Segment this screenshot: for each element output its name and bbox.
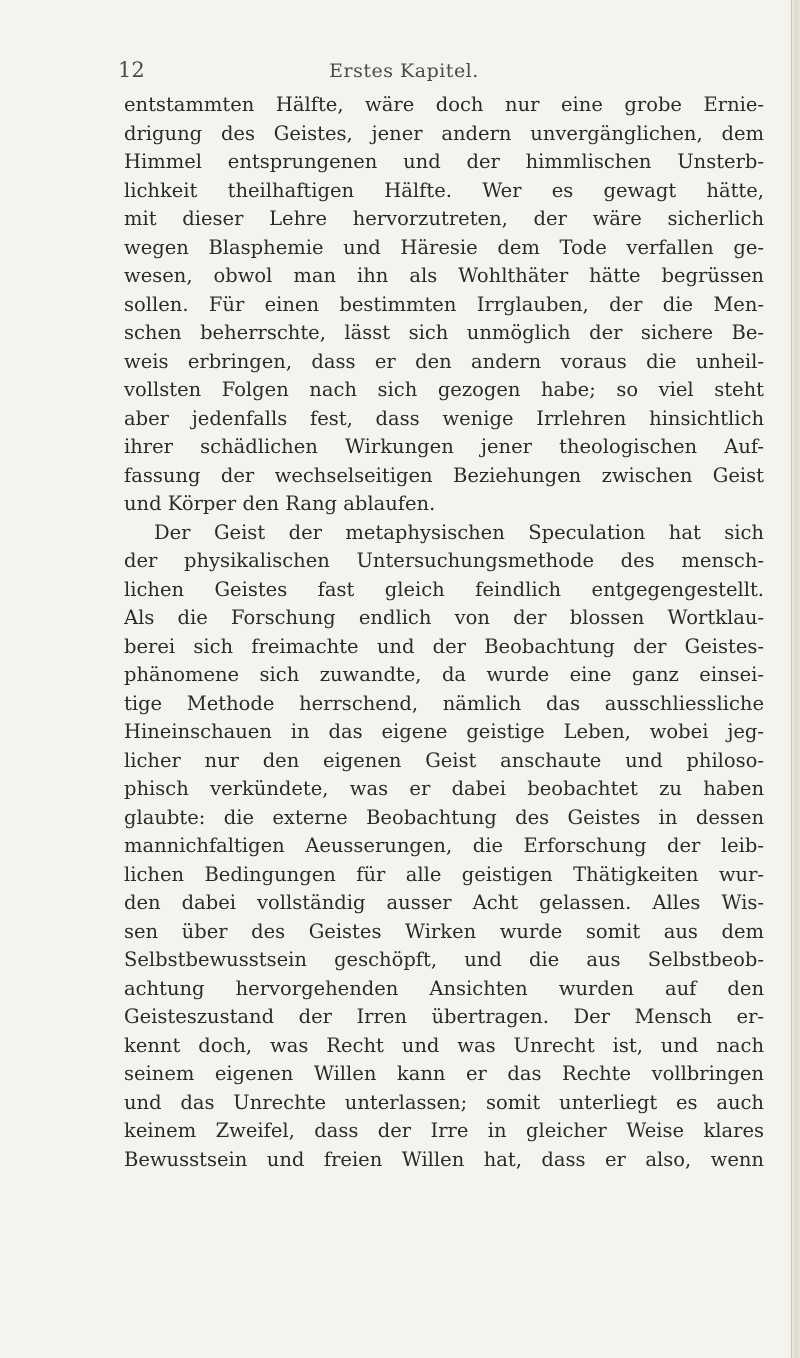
page-edge-shadow — [790, 0, 800, 1358]
text-line: keinem Zweifel, dass der Irre in gleicher Weise klares — [124, 1119, 764, 1142]
text-line: seinem eigenen Willen kann er das Rechte vollbringen — [124, 1062, 764, 1085]
text-line: phisch verkündete, was er dabei beobachtet zu haben — [124, 777, 764, 800]
text-line: ihrer schädlichen Wirkungen jener theologischen Auf- — [124, 435, 764, 458]
page-header — [110, 58, 698, 90]
text-line: Hineinschauen in das eigene geistige Leben, wobei jeg- — [124, 720, 764, 743]
text-line: tige Methode herrschend, nämlich das ausschliessliche — [124, 691, 764, 715]
text-line: mit dieser Lehre hervorzutreten, der wäre sicherlich — [124, 207, 764, 230]
page-number: 12 — [118, 58, 145, 82]
text-line: drigung des Geistes, jener andern unvergänglichen, dem — [124, 121, 764, 145]
text-line: entstammten Hälfte, wäre doch nur eine grobe Ernie- — [124, 93, 764, 116]
text-line: wegen Blasphemie und Häresie dem Tode verfallen ge- — [124, 235, 764, 259]
text-line: mannichfaltigen Aeusserungen, die Erforschung der leib- — [124, 834, 764, 857]
text-line: Himmel entsprungenen und der himmlischen Unsterb- — [124, 150, 764, 173]
text-line: glaubte: die externe Beobachtung des Geistes in dessen — [124, 805, 764, 829]
text-line: schen beherrschte, lässt sich unmöglich der sichere Be- — [124, 321, 764, 344]
text-line: kennt doch, was Recht und was Unrecht ist, und nach — [124, 1033, 764, 1057]
text-line: wesen, obwol man ihn als Wohlthäter hätte begrüssen — [124, 264, 764, 287]
text-line: lichen Geistes fast gleich feindlich entgegengestellt. — [124, 577, 764, 601]
text-line: Als die Forschung endlich von der blossen Wortklau- — [124, 606, 764, 629]
text-line: licher nur den eigenen Geist anschaute und philoso- — [124, 748, 764, 772]
text-line: lichkeit theilhaftigen Hälfte. Wer es gewagt hätte, — [124, 178, 764, 202]
text-line: lichen Bedingungen für alle geistigen Thätigkeiten wur- — [124, 862, 764, 886]
running-title: Erstes Kapitel. — [329, 60, 479, 82]
text-line: der physikalischen Untersuchungsmethode des mensch- — [124, 549, 764, 572]
text-line: den dabei vollständig ausser Acht gelassen. Alles Wis- — [124, 891, 764, 914]
text-line: Geisteszustand der Irren übertragen. Der Mensch er- — [124, 1005, 764, 1028]
text-line: achtung hervorgehenden Ansichten wurden auf den — [124, 976, 764, 1000]
text-line: und Körper den Rang ablaufen. — [124, 492, 436, 515]
text-line: sollen. Für einen bestimmten Irrglauben, der die Men- — [124, 292, 764, 316]
text-line: Selbstbewusstsein geschöpft, und die aus Selbstbeob- — [124, 948, 764, 971]
body-text — [124, 91, 764, 1174]
text-line: phänomene sich zuwandte, da wurde eine ganz einsei- — [124, 663, 764, 686]
text-line: vollsten Folgen nach sich gezogen habe; so viel steht — [124, 378, 764, 401]
text-line: und das Unrechte unterlassen; somit unterliegt es auch — [124, 1090, 764, 1114]
text-line: aber jedenfalls fest, dass wenige Irrlehren hinsichtlich — [124, 406, 764, 430]
text-line: weis erbringen, dass er den andern voraus die unheil- — [124, 349, 764, 373]
text-line: berei sich freimachte und der Beobachtung der Geistes- — [124, 634, 764, 658]
text-line: Bewusstsein und freien Willen hat, dass er also, wenn — [124, 1147, 764, 1171]
text-line: sen über des Geistes Wirken wurde somit aus dem — [124, 919, 764, 943]
paragraph-start-line: Der Geist der metaphysischen Speculation hat sich — [154, 520, 764, 544]
text-line: fassung der wechselseitigen Beziehungen zwischen Geist — [124, 463, 764, 487]
